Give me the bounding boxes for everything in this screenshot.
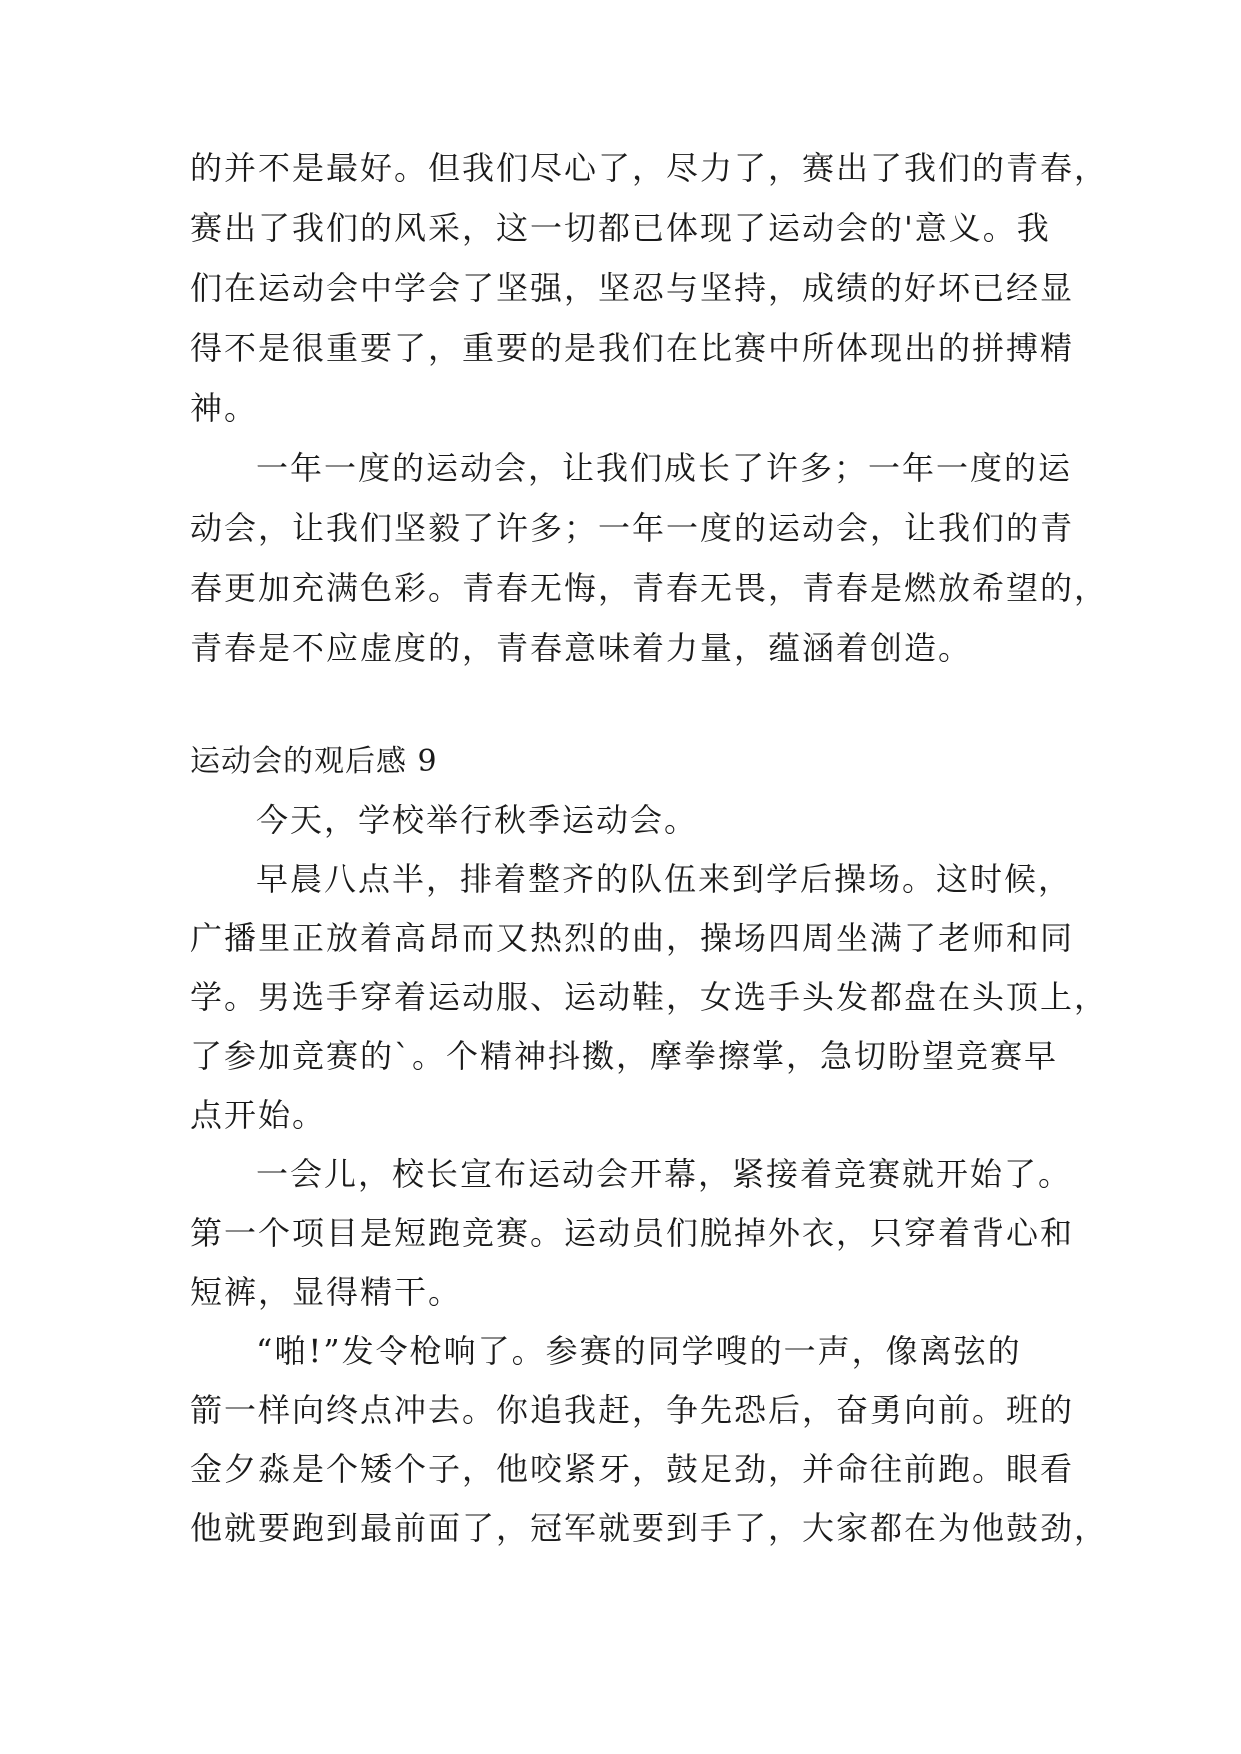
paragraph-line: 短裤，显得精干。 bbox=[190, 1273, 463, 1311]
paragraph-line: 他就要跑到最前面了，冠军就要到手了，大家都在为他鼓劲， bbox=[190, 1509, 1109, 1547]
paragraph-line: 金夕淼是个矮个子，他咬紧牙，鼓足劲，并命往前跑。眼看 bbox=[190, 1450, 1075, 1488]
paragraph-line: 点开始。 bbox=[190, 1096, 327, 1134]
paragraph-line: 春更加充满色彩。青春无悔，青春无畏，青春是燃放希望的， bbox=[190, 569, 1109, 607]
paragraph-line: 一年一度的运动会，让我们成长了许多；一年一度的运 bbox=[256, 449, 1073, 487]
paragraph-line: 广播里正放着高昂而又热烈的曲，操场四周坐满了老师和同 bbox=[190, 919, 1075, 957]
paragraph-line: “啪!”发令枪响了。参赛的同学嗖的一声，像离弦的 bbox=[256, 1332, 1022, 1370]
paragraph-line: 神。 bbox=[190, 389, 259, 427]
paragraph-line: 赛出了我们的风采，这一切都已体现了运动会的'意义。我 bbox=[190, 209, 1051, 247]
paragraph-line: 了参加竞赛的`。个精神抖擞，摩拳擦掌，急切盼望竞赛早 bbox=[190, 1037, 1059, 1075]
paragraph-line: 今天，学校举行秋季运动会。 bbox=[256, 801, 699, 839]
paragraph-line: 一会儿，校长宣布运动会开幕，紧接着竞赛就开始了。 bbox=[256, 1155, 1073, 1193]
paragraph-line: 得不是很重要了，重要的是我们在比赛中所体现出的拼搏精 bbox=[190, 329, 1075, 367]
paragraph-line: 青春是不应虚度的，青春意味着力量，蕴涵着创造。 bbox=[190, 629, 973, 667]
paragraph-line: 箭一样向终点冲去。你追我赶，争先恐后，奋勇向前。班的 bbox=[190, 1391, 1075, 1429]
paragraph-line: 第一个项目是短跑竞赛。运动员们脱掉外衣，只穿着背心和 bbox=[190, 1214, 1075, 1252]
paragraph-line: 早晨八点半，排着整齐的队伍来到学后操场。这时候， bbox=[256, 860, 1073, 898]
paragraph-line: 们在运动会中学会了坚强，坚忍与坚持，成绩的好坏已经显 bbox=[190, 269, 1075, 307]
section-heading: 运动会的观后感 9 bbox=[190, 744, 438, 779]
paragraph-line: 动会，让我们坚毅了许多；一年一度的运动会，让我们的青 bbox=[190, 509, 1075, 547]
paragraph-line: 的并不是最好。但我们尽心了，尽力了，赛出了我们的青春， bbox=[190, 149, 1109, 187]
paragraph-line: 学。男选手穿着运动服、运动鞋，女选手头发都盘在头顶上， bbox=[190, 978, 1109, 1016]
